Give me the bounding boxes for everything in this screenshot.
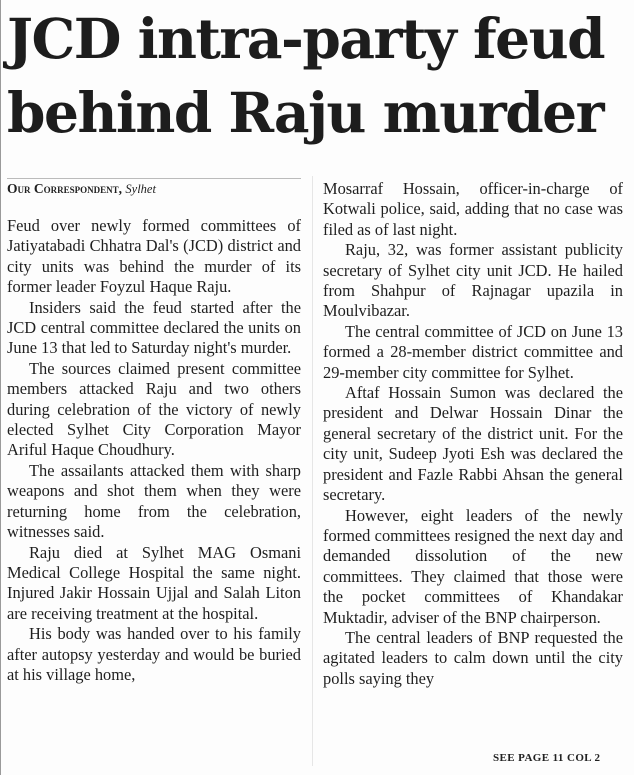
article-paragraph: Raju, 32, was former assistant publicity secretary of Sylhet city unit JCD. He hailed from Shahpur of Rajnagar upazila in Moulvibazar. (323, 240, 623, 321)
byline-location: Sylhet (125, 182, 156, 196)
article-paragraph: However, eight leaders of the newly formed committees resigned the next day and demanded dissolution of the new committees. They claimed that those were the pocket committees of Khandakar Muktadir, adviser of the BNP chairperson. (323, 505, 623, 627)
article-paragraph: Insiders said the feud started after the JCD central committee declared the units on June 13 that led to Saturday night's murder. (7, 297, 301, 358)
column-divider (312, 176, 313, 766)
article-paragraph: The sources claimed present committee members attacked Raju and two others during celebration of the victory of newly elected Sylhet City Corporation Mayor Ariful Haque Choudhury. (7, 358, 301, 460)
article-paragraph: Mosarraf Hossain, officer-in-charge of Kotwali police, said, adding that no case was filed as of last night. (323, 179, 623, 239)
article-paragraph: Aftaf Hossain Sumon was declared the president and Delwar Hossain Dinar the general secretary of the district unit. For the city unit, Sudeep Jyoti Esh was declared the president and Fazle Rabbi Ahsan the general secretary. (323, 383, 623, 505)
byline-correspondent: Our Correspondent, (7, 181, 123, 196)
byline (7, 178, 301, 198)
article-paragraph: The central committee of JCD on June 13 formed a 28-member district committee and 29-member city committee for Sylhet. (323, 321, 623, 382)
headline-line-2: behind Raju murder (7, 80, 604, 145)
continuation-jump-line: SEE PAGE 11 COL 2 (493, 752, 601, 764)
headline (7, 2, 629, 150)
left-column (7, 178, 301, 685)
article-paragraph: Raju died at Sylhet MAG Osmani Medical College Hospital the same night. Injured Jakir Hossain Ujjal and Salah Liton are receiving treatment at the hospital. (7, 542, 301, 623)
article-paragraph: Feud over newly formed committees of Jatiyatabadi Chhatra Dal's (JCD) district and city units was behind the murder of its former leader Foyzul Haque Raju. (7, 216, 301, 297)
article-paragraph: The central leaders of BNP requested the agitated leaders to calm down until the city polls saying they (323, 627, 623, 688)
article-paragraph: The assailants attacked them with sharp weapons and shot them when they were returning home from the celebration, witnesses said. (7, 460, 301, 542)
article-paragraph: His body was handed over to his family after autopsy yesterday and would be buried at his village home, (7, 624, 301, 684)
right-column (323, 179, 623, 689)
headline-line-1: JCD intra-party feud (7, 6, 605, 71)
